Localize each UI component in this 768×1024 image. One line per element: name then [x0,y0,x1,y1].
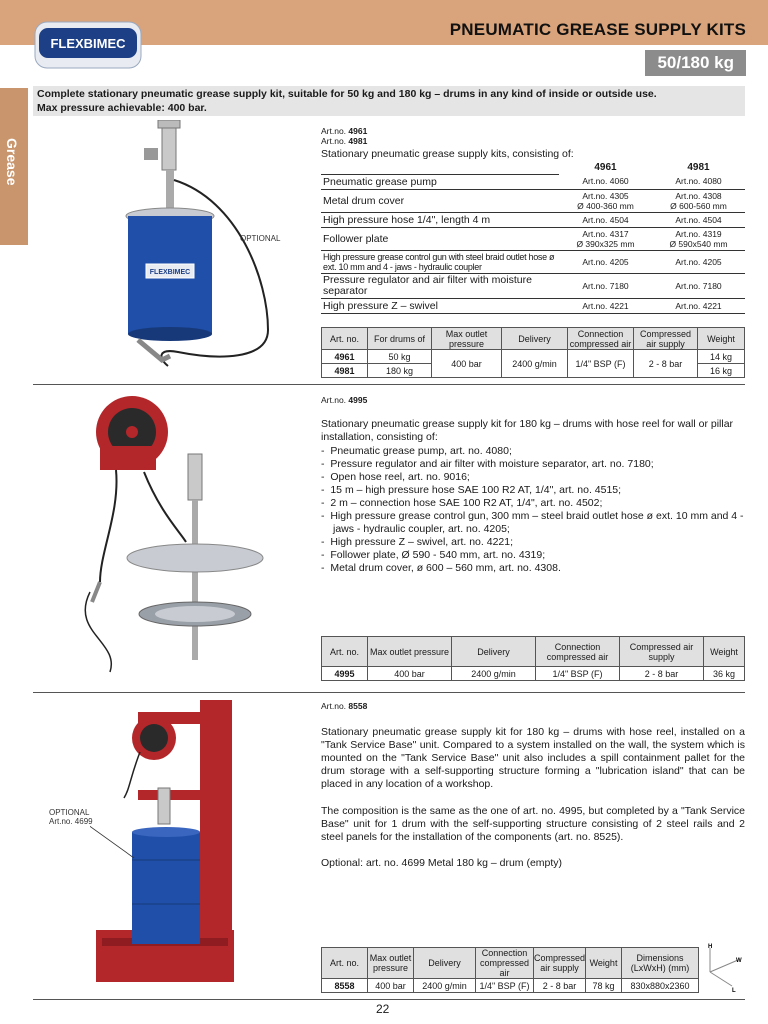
artno-block: Art.no. 8558 [321,701,368,711]
table-row: 4995 400 bar 2400 g/min 1/4" BSP (F) 2 - 8 bar 36 kg [322,667,745,681]
category-tab [0,88,28,245]
section1-desc: Stationary pneumatic grease supply kits, consisting of: [321,148,574,160]
table-row: 4981 180 kg 16 kg [322,364,745,378]
capacity-badge: 50/180 kg [645,50,746,76]
list-item: - Pneumatic grease pump, art. no. 4080; [321,445,512,457]
col-4961: 4961 [594,162,617,173]
list-item: - Open hose reel, art. no. 9016; [321,471,470,483]
table-row: Pressure regulator and air filter with moisture separator Art.no. 7180 Art.no. 7180 [321,273,745,298]
section3-paragraph-1: Stationary pneumatic grease supply kit for 180 kg – drums with hose reel, installed on a "Tank Service Base" unit. Compared to a system installed on the wall, the system which is mounted on the "Tank Service Base" unit also includes a spill containment pallet for the drum storage with a self-supporting structure forming a "lubrication island" that can be placed in any location of a workshop. [321,726,745,790]
table-row: Pneumatic grease pump Art.no. 4060 Art.no. 4080 [321,174,745,189]
page-number: 22 [376,1002,390,1016]
artno-block [321,126,367,146]
table-row: High pressure Z – swivel Art.no. 4221 Art.no. 4221 [321,298,745,313]
list-item: - Metal drum cover, ø 600 – 560 mm, art. no. 4308. [321,562,561,574]
tank-service-base-image [90,698,240,993]
table-row: High pressure hose 1/4", length 4 m Art.no. 4504 Art.no. 4504 [321,212,745,227]
artno-label: Art.no. [321,126,347,136]
section2-desc: Stationary pneumatic grease supply kit for 180 kg – drums with hose reel for wall or pillar installation, consisting of: [321,418,734,443]
intro-banner: Complete stationary pneumatic grease supply kit, suitable for 50 kg and 180 kg – drums in any kind of inside or outside use. Max pressure achievable: 400 bar. [33,86,745,116]
spec-table-1: Art. no. For drums of Max outlet pressure Delivery Connection compressed air Compressed air supply Weight 4961 50 kg 400 bar 2400 g/min 1/4" BSP (F) 2 - 8 bar 14 kg 4981 180 kg 16 kg [321,327,745,378]
footer-divider [33,999,745,1000]
dimension-axes-icon [702,940,748,994]
svg-text:FLEXBIMEC: FLEXBIMEC [149,269,191,276]
components-table [321,161,745,314]
section-divider [33,384,745,385]
artno-block: Art.no. 4995 [321,395,368,405]
category-tab-label: Grease [4,138,20,186]
artno-4981: 4981 [348,136,368,146]
artno-8558: 8558 [348,701,368,711]
optional-callout: OPTIONAL [240,234,281,243]
section-divider [33,692,745,693]
hose-reel-kit-image [60,392,270,682]
grease-pump-kit-image [118,120,281,382]
page-title: PNEUMATIC GREASE SUPPLY KITS [449,20,746,39]
list-item: - 15 m – high pressure hose SAE 100 R2 AT, 1/4", art. no. 4515; [321,484,622,496]
flexbimec-logo [34,21,142,69]
section3-paragraph-3: Optional: art. no. 4699 Metal 180 kg – drum (empty) [321,857,563,869]
svg-text:L: L [732,988,736,994]
svg-text:H: H [708,944,713,950]
spec-table-2: Art. no. Max outlet pressure Delivery Connection compressed air Compressed air supply Weight 4995 400 bar 2400 g/min 1/4" BSP (F) 2 - 8 bar 36 kg [321,636,745,681]
artno-4961: 4961 [348,126,368,136]
component-list [321,445,745,575]
table-row: Follower plate Art.no. 4317 Ø 390x325 mm Art.no. 4319 Ø 590x540 mm [321,227,745,250]
artno-label: Art.no. [321,136,347,146]
list-item: - Follower plate, Ø 590 - 540 mm, art. no. 4319; [321,549,546,561]
spec-table-3: Art. no. Max outlet pressure Delivery Connection compressed air Compressed air supply Weight Dimensions (LxWxH) (mm) 8558 400 bar 2400 g/min 1/4" BSP (F) 2 - 8 bar 78 kg 830x880x2360 [321,947,699,993]
list-item: - High pressure grease control gun, 300 mm – steel braid outlet hose ø ext. 10 mm and 4 - jaws - hydraulic coupler, art. no. 4205; [321,510,744,535]
table-row: 8558 400 bar 2400 g/min 1/4" BSP (F) 2 - 8 bar 78 kg 830x880x2360 [322,979,699,993]
svg-text:FLEXBIMEC: FLEXBIMEC [50,36,126,51]
list-item: - 2 m – connection hose SAE 100 R2 AT, 1/4", art. no. 4502; [321,497,603,509]
table-row: High pressure grease control gun with steel braid outlet hose ø ext. 10 mm and 4 - jaws - hydraulic coupler Art.no. 4205 Art.no. 4205 [321,250,745,273]
table-row: 4961 50 kg 400 bar 2400 g/min 1/4" BSP (F) 2 - 8 bar 14 kg [322,350,745,364]
list-item: - High pressure Z – swivel, art. no. 4221; [321,536,514,548]
col-4981: 4981 [687,162,710,173]
artno-4995: 4995 [348,395,368,405]
table-row: Metal drum cover Art.no. 4305 Ø 400-360 mm Art.no. 4308 Ø 600-560 mm [321,189,745,212]
list-item: - Pressure regulator and air filter with moisture separator, art. no. 7180; [321,458,654,470]
section3-paragraph-2: The composition is the same as the one of art. no. 4995, but completed by a "Tank Service Base" unit for 1 drum with the self-supporting structure consisting of 2 steel rails and 2 steel panels for the installation of the components (art. no. 8525). [321,805,745,843]
svg-text:W: W [736,958,742,964]
optional-drum-callout: OPTIONAL Art.no. 4699 [49,808,93,826]
